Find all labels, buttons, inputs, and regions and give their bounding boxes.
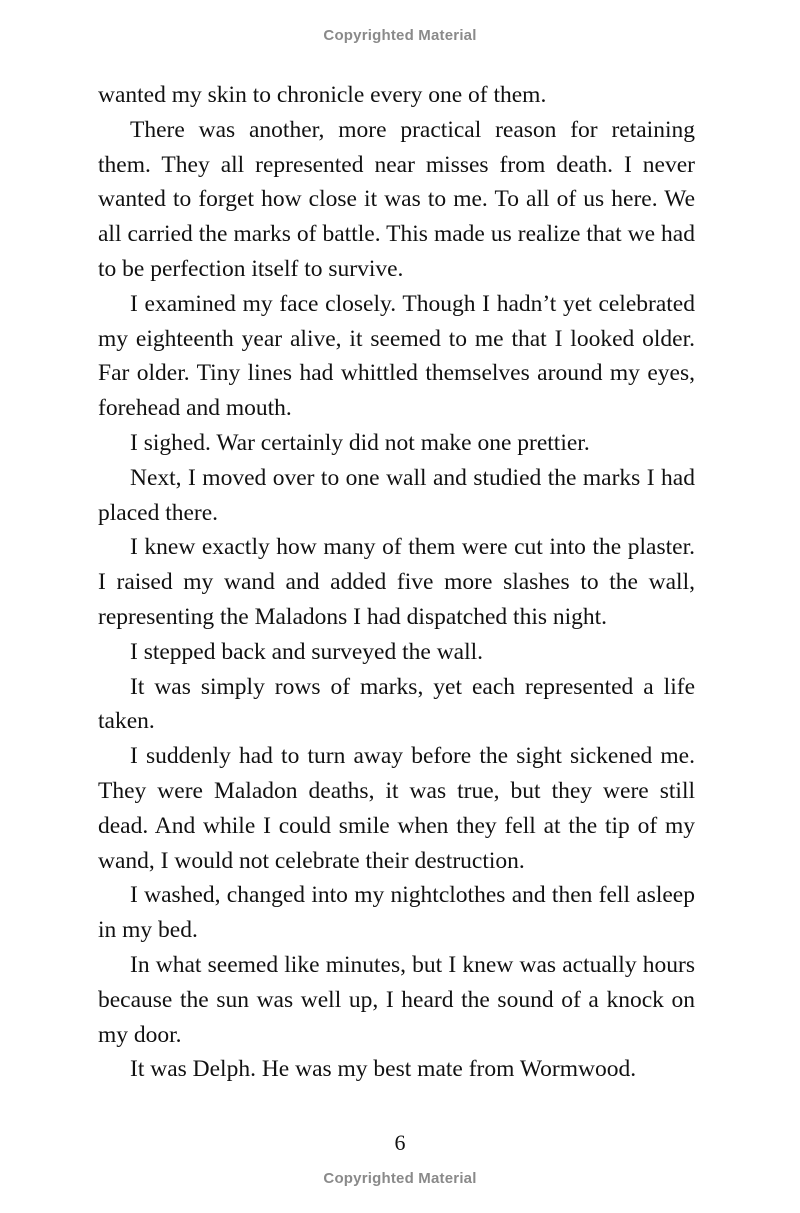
paragraph-3: I examined my face closely. Though I hadn’t yet celebrated my eighteenth year alive, it seemed to me that I looked older. Far older. Tiny lines had whittled themselves around my eyes, forehead and mouth. (98, 290, 695, 422)
paragraph-12: It was Delph. He was my best mate from Wormwood. (130, 1056, 637, 1083)
paragraph-4: I sighed. War certainly did not make one prettier. (130, 429, 590, 456)
paragraph-11: In what seemed like minutes, but I knew was actually hours because the sun was well up, I heard the sound of a knock on my door. (98, 951, 695, 1048)
copyright-watermark-bottom: Copyrighted Material (323, 1170, 477, 1187)
paragraph-7: I stepped back and surveyed the wall. (130, 638, 484, 665)
paragraph-1: wanted my skin to chronicle every one of them. (98, 82, 547, 108)
paragraph-9: I suddenly had to turn away before the sight sickened me. They were Maladon deaths, it was true, but they were still dead. And while I could smile when they fell at the tip of my wand, I would not celebrate their destruction. (98, 743, 695, 874)
page-number: 6 (394, 1130, 406, 1155)
book-page-text (98, 78, 695, 1087)
paragraph-2: There was another, more practical reason for retaining them. They all represented near misses from death. I never wanted to forget how close it was to me. To all of us here. We all carried the marks of battle. This made us realize that we had to be perfection itself to survive. (98, 116, 695, 282)
paragraph-5: Next, I moved over to one wall and studied the marks I had placed there. (98, 464, 695, 526)
paragraph-8: It was simply rows of marks, yet each represented a life taken. (98, 673, 695, 735)
paragraph-10: I washed, changed into my nightclothes and then fell asleep in my bed. (98, 882, 695, 944)
copyright-watermark-top: Copyrighted Material (323, 27, 477, 44)
paragraph-6: I knew exactly how many of them were cut into the plaster. I raised my wand and added five more slashes to the wall, representing the Maladons I had dispatched this night. (98, 534, 695, 630)
